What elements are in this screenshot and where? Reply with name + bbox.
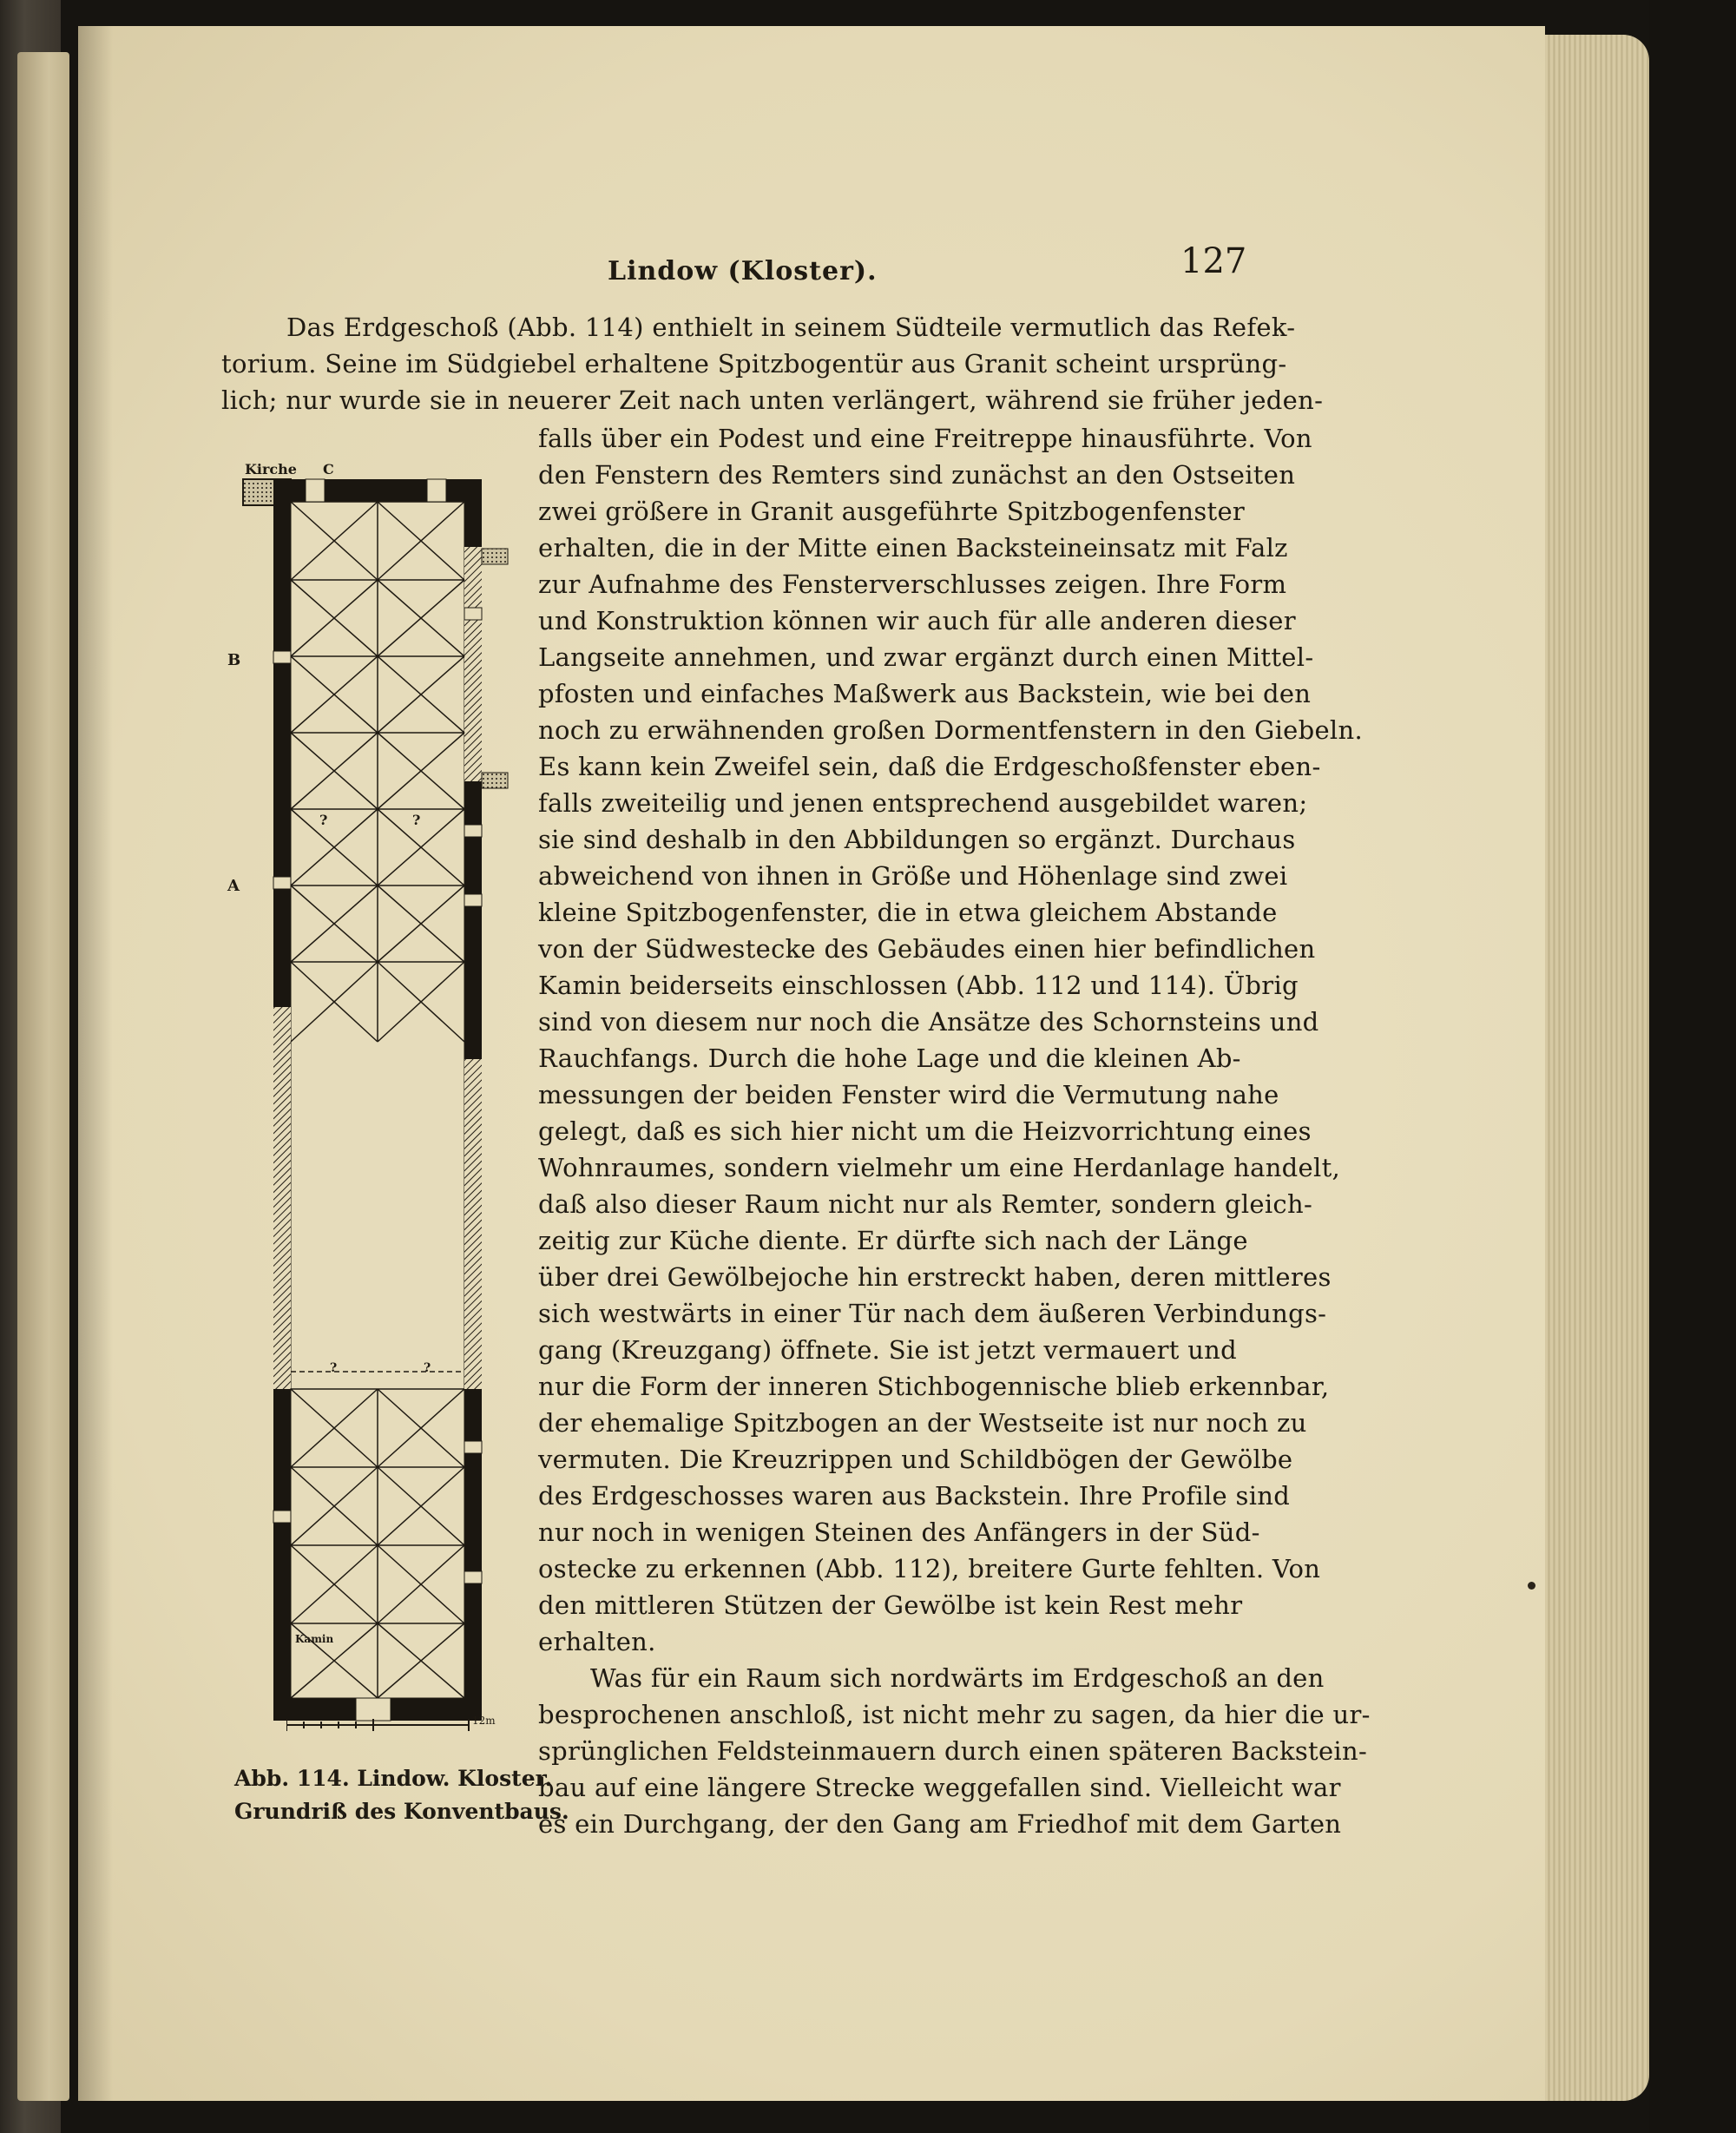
text-line: des Erdgeschosses waren aus Backstein. Ihre Profile sind [538, 1481, 1291, 1511]
hatched-wall-east [464, 547, 482, 781]
gutter-shadow [78, 26, 113, 2101]
hatched-wall-east-lower [464, 1059, 482, 1389]
text-line: Rauchfangs. Durch die hohe Lage und die kleinen Ab- [538, 1043, 1241, 1073]
text-line: zwei größere in Granit ausgeführte Spitzbogenfenster [538, 497, 1246, 526]
page-stack [1545, 35, 1649, 2101]
label-kamin: Kamin [295, 1633, 334, 1645]
label-a: A [227, 877, 240, 895]
annex-upper [482, 549, 508, 564]
page-number: 127 [1180, 241, 1247, 281]
floor-plan-figure [226, 451, 521, 1728]
text-line: sprünglichen Feldsteinmauern durch einen späteren Backstein- [538, 1736, 1368, 1766]
text-line: daß also dieser Raum nicht nur als Remter, sondern gleich- [538, 1189, 1313, 1219]
question-mark: ? [412, 812, 421, 828]
text-line: und Konstruktion können wir auch für alle anderen dieser [538, 606, 1296, 635]
caption-line: Abb. 114. Lindow. Kloster. [234, 1766, 553, 1791]
annex-lower [482, 773, 508, 788]
scale-label: 12m [472, 1715, 496, 1727]
figure-caption [234, 1762, 569, 1828]
text-line: falls über ein Podest und eine Freitreppe hinausführte. Von [538, 424, 1312, 453]
text-line: bau auf eine längere Strecke weggefallen sind. Vielleicht war [538, 1773, 1341, 1802]
text-line: zur Aufnahme des Fensterverschlusses zeigen. Ihre Form [538, 569, 1287, 599]
text-line: erhalten. [538, 1627, 656, 1656]
text-line: Wohnraumes, sondern vielmehr um eine Herdanlage handelt, [538, 1153, 1341, 1182]
text-line: Langseite annehmen, und zwar ergänzt durch einen Mittel- [538, 642, 1314, 672]
text-line: gelegt, daß es sich hier nicht um die Heizvorrichtung eines [538, 1116, 1312, 1146]
question-mark: ? [424, 1361, 431, 1375]
text-line: es ein Durchgang, der den Gang am Friedhof mit dem Garten [538, 1809, 1342, 1839]
text-line: besprochenen anschloß, ist nicht mehr zu sagen, da hier die ur- [538, 1700, 1371, 1729]
text-line: abweichend von ihnen in Größe und Höhenlage sind zwei [538, 861, 1288, 891]
text-line: Es kann kein Zweifel sein, daß die Erdgeschoßfenster eben- [538, 752, 1321, 781]
text-line: vermuten. Die Kreuzrippen und Schildbögen der Gewölbe [538, 1445, 1293, 1474]
text-line: Was für ein Raum sich nordwärts im Erdgeschoß an den [590, 1663, 1325, 1693]
text-line: sind von diesem nur noch die Ansätze des Schornsteins und [538, 1007, 1319, 1037]
hatched-wall-west [273, 1007, 291, 1389]
background-edge [1649, 0, 1736, 2133]
text-line: falls zweiteilig und jenen entsprechend ausgebildet waren; [538, 788, 1308, 818]
text-line: gang (Kreuzgang) öffnete. Sie ist jetzt vermauert und [538, 1335, 1238, 1365]
text-line: pfosten und einfaches Maßwerk aus Backstein, wie bei den [538, 679, 1312, 708]
text-line: noch zu erwähnenden großen Dormentfenstern in den Giebeln. [538, 715, 1364, 745]
text-line: ostecke zu erkennen (Abb. 112), breitere Gurte fehlten. Von [538, 1554, 1321, 1583]
text-line: erhalten, die in der Mitte einen Backsteineinsatz mit Falz [538, 533, 1288, 563]
text-line: der ehemalige Spitzbogen an der Westseite ist nur noch zu [538, 1408, 1307, 1438]
scale-bar [286, 1712, 503, 1738]
text-line: lich; nur wurde sie in neuerer Zeit nach unten verlängert, während sie früher jeden- [221, 385, 1324, 415]
text-line: den Fenstern des Remters sind zunächst an den Ostseiten [538, 460, 1296, 490]
text-line: über drei Gewölbejoche hin erstreckt haben, deren mittleres [538, 1262, 1332, 1292]
label-c: C [323, 461, 334, 477]
margin-dot [1528, 1582, 1535, 1590]
question-mark: ? [330, 1361, 338, 1375]
text-line: zeitig zur Küche diente. Er dürfte sich nach der Länge [538, 1226, 1248, 1255]
text-line: nur noch in wenigen Steinen des Anfängers in der Süd- [538, 1517, 1260, 1547]
question-mark: ? [319, 812, 328, 828]
text-line: kleine Spitzbogenfenster, die in etwa gleichem Abstande [538, 898, 1278, 927]
label-kirche: Kirche [245, 461, 297, 477]
text-line: von der Südwestecke des Gebäudes einen hier befindlichen [538, 934, 1316, 964]
text-line: sie sind deshalb in den Abbildungen so ergänzt. Durchaus [538, 825, 1296, 854]
text-line: sich westwärts in einer Tür nach dem äußeren Verbindungs- [538, 1299, 1327, 1328]
text-line: Das Erdgeschoß (Abb. 114) enthielt in seinem Südteile vermutlich das Refek- [286, 313, 1296, 342]
text-line: torium. Seine im Südgiebel erhaltene Spitzbogentür aus Granit scheint ursprüng- [221, 349, 1287, 379]
text-line: den mittleren Stützen der Gewölbe ist kein Rest mehr [538, 1590, 1243, 1620]
running-header: Lindow (Kloster). [608, 256, 878, 286]
text-line: nur die Form der inneren Stichbogennische blieb erkennbar, [538, 1372, 1330, 1401]
left-page-edge [17, 52, 69, 2101]
text-line: Kamin beiderseits einschlossen (Abb. 112 und 114). Übrig [538, 971, 1299, 1000]
label-b: B [227, 651, 241, 669]
text-line: messungen der beiden Fenster wird die Vermutung nahe [538, 1080, 1279, 1109]
caption-line: Grundriß des Konventbaus. [234, 1799, 569, 1824]
